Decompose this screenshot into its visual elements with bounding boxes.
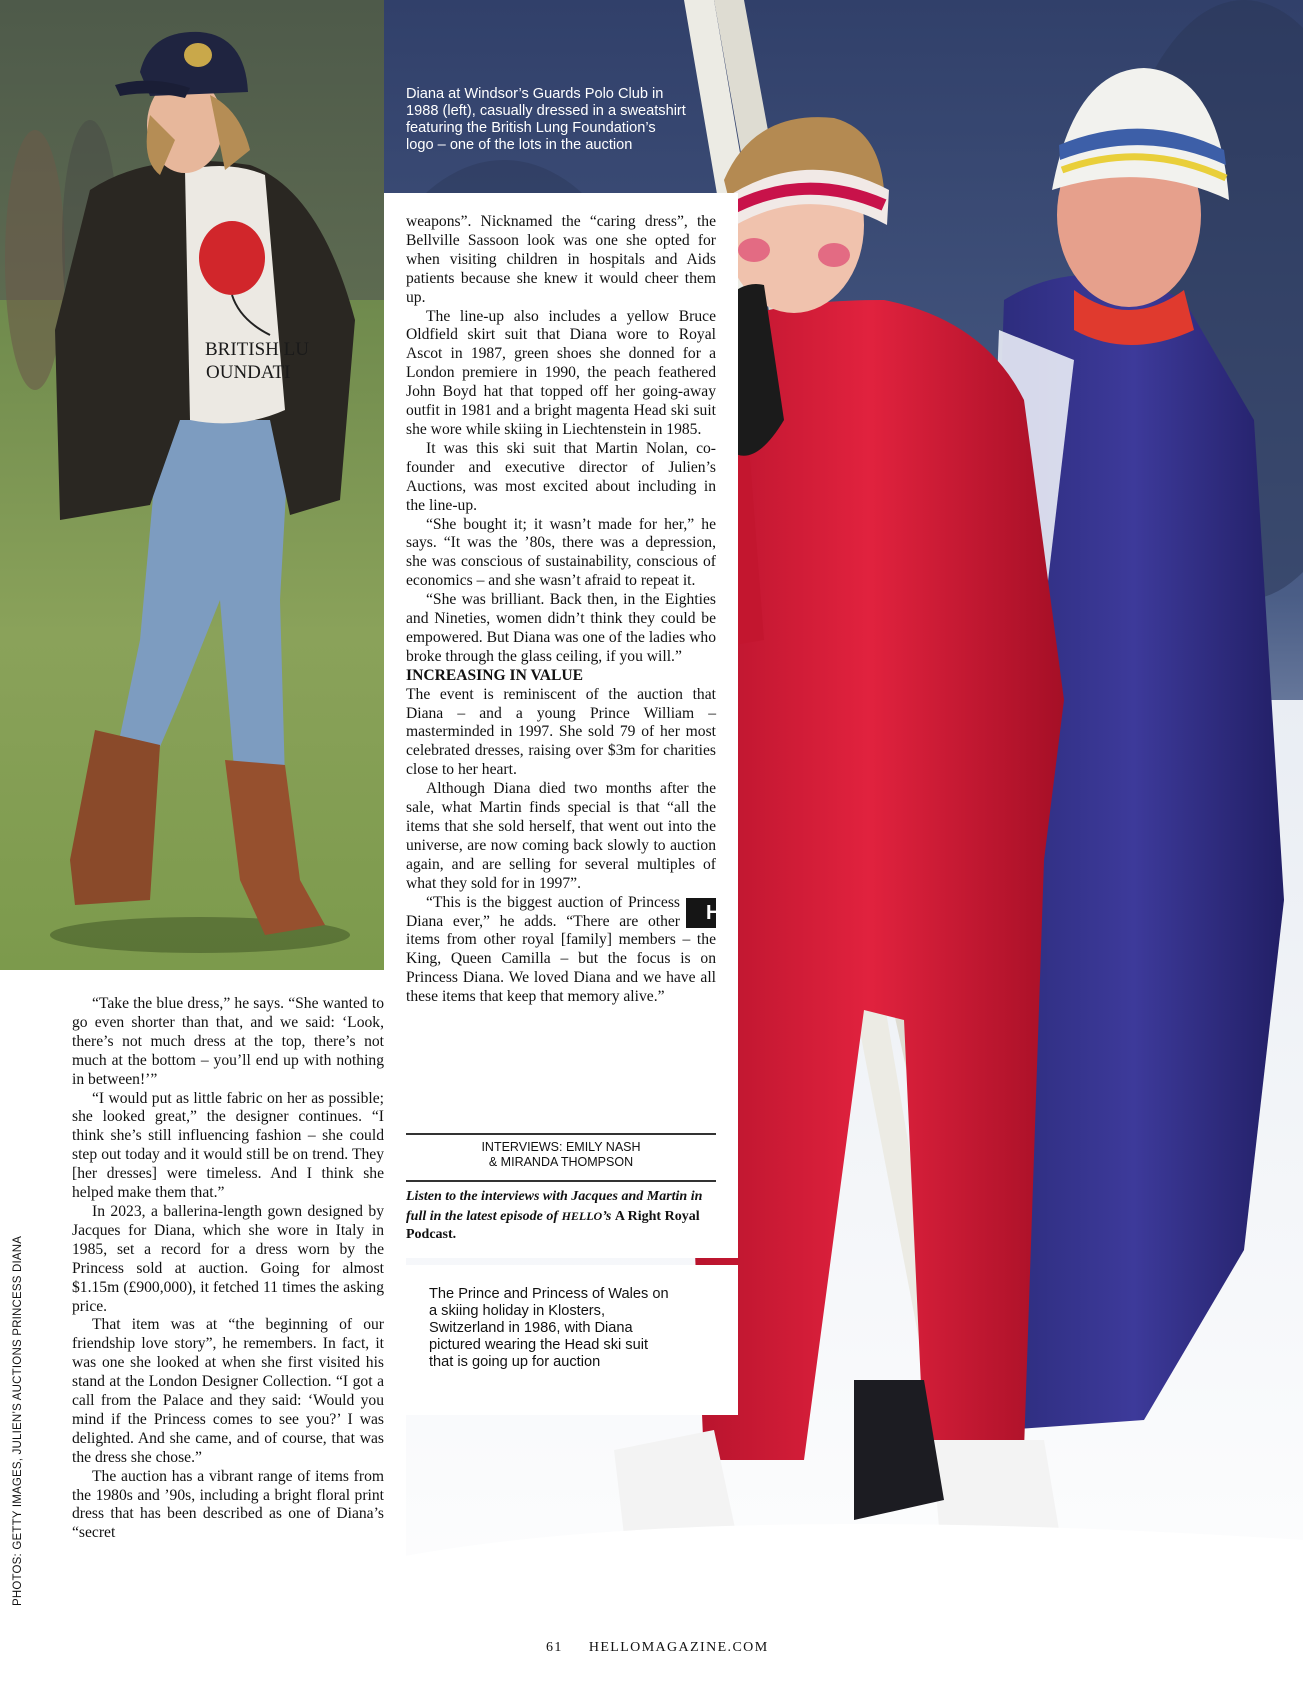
page-footer (546, 1640, 769, 1656)
paragraph: “I would put as little fabric on her as possible; she looked great,” the designer continues. “I think she’s still influencing fashion – she could step out today and it would still be on trend. They [her dresses] were timeless. And I think she helped make them that.” (72, 1089, 384, 1202)
podcast-promo (406, 1188, 716, 1245)
paragraph-text: “This is the biggest auction of Princess Diana ever,” he adds. “There are other items from other royal [family] members – the King, Queen Camilla – but the focus is on Princess Diana. We loved Diana and we have all these items that keep that memory alive.” (406, 893, 716, 1006)
ski-photo-caption: The Prince and Princess of Wales on a skiing holiday in Klosters, Switzerland in 1986, with Diana pictured wearing the Head ski suit that is going up for auction (429, 1286, 669, 1370)
paragraph: The auction has a vibrant range of items from the 1980s and ’90s, including a bright floral print dress that has been described as one of Diana’s “secret (72, 1467, 384, 1542)
sweatshirt-logo-line-2: OUNDATI (206, 362, 291, 383)
article-panel-left (52, 975, 406, 1607)
polo-photo (0, 0, 384, 970)
polo-photo-illustration (0, 0, 384, 970)
photo-credit: PHOTOS: GETTY IMAGES, JULIEN’S AUCTIONS PRINCESS DIANA (12, 1235, 24, 1606)
section-subheading: INCREASING IN VALUE (406, 666, 584, 684)
paragraph: “She was brilliant. Back then, in the Eighties and Nineties, women didn’t think they could be empowered. But Diana was one of the ladies who broke through the glass ceiling, if you will.” (406, 591, 716, 665)
paragraph: The line-up also includes a yellow Bruce Oldfield skirt suit that Diana wore to Royal Ascot in 1987, green shoes she donned for a London premiere in 1990, the peach feathered John Boyd hat that topped off her going-away outfit in 1981 and a bright magenta Head ski suit she wore while skiing in Liechtenstein in 1985. (406, 307, 716, 438)
polo-photo-caption: Diana at Windsor’s Guards Polo Club in 1988 (left), casually dressed in a sweatshirt featuring the British Lung Foundation’s logo – one of the lots in the auction (406, 86, 686, 153)
page-number: 61 (546, 1640, 563, 1655)
divider (406, 1180, 716, 1182)
hello-brand: HELLO (561, 1208, 603, 1223)
article-column-left (72, 995, 384, 1543)
paragraph: Although Diana died two months after the sale, what Martin finds special is that “all the items that she sold herself, that went out into the universe, are now coming back slowly to auction again, and are selling for several multiples of what they sold for in 1997”. (406, 780, 716, 892)
paragraph: weapons”. Nicknamed the “caring dress”, the Bellville Sassoon look was one she opted for when visiting children in hospitals and Aids patients because she knew it would cheer them up. (406, 213, 716, 306)
article-panel-middle (384, 193, 738, 1258)
paragraph: In 2023, a ballerina-length gown designed by Jacques for Diana, which she wore in Italy in 1985, set a record for a dress worn by the Princess sold at auction. Going for almost $1.15m (£900,000), it fetched 11 times the asking price. (72, 1202, 384, 1315)
paragraph: “Take the blue dress,” he says. “She wanted to go even shorter than that, and we said: ‘Look, there’s not much dress at the top, there’s not much at the bottom – you’ll end up with nothing in between!’” (72, 995, 384, 1088)
podcast-promo-possessive: ’s (602, 1208, 615, 1224)
hello-end-mark-icon: H (686, 898, 716, 928)
paragraph: The event is reminiscent of the auction that Diana – and a young Prince William – masterminded in 1997. She sold 79 of her most celebrated dresses, raising over $3m for charities close to her heart. (406, 685, 716, 779)
paragraph (406, 893, 721, 1007)
interview-credit-line-2: & MIRANDA THOMPSON (488, 1155, 634, 1169)
divider (406, 1133, 716, 1135)
podcast-promo-text: Listen to the interviews with Jacques and Martin in full in the latest episode of (406, 1189, 703, 1224)
paragraph: That item was at “the beginning of our friendship love story”, he remembers. In fact, it was one she looked at when she first visited his stand at the London Designer Collection. “I got a call from the Palace and they said: ‘Would you mind if the Princess comes to see you?’ I was delighted. And she came, and of course, that was the dress she chose.” (72, 1316, 384, 1466)
interview-credit-line-1: INTERVIEWS: EMILY NASH (481, 1140, 641, 1154)
interview-credit (406, 1140, 716, 1170)
paragraph: It was this ski suit that Martin Nolan, co-founder and executive director of Julien’s Auctions, was most excited about including in the line-up. (406, 439, 716, 514)
sweatshirt-logo-line-1: BRITISH LU (205, 339, 309, 360)
podcast-name: A Right Royal Podcast. (406, 1208, 700, 1242)
article-column-middle (406, 213, 721, 1007)
paragraph: “She bought it; it wasn’t made for her,” he says. “It was the ’80s, there was a depression, she was conscious of sustainability, conscious of economics – and she wasn’t afraid to repeat it. (406, 515, 716, 590)
site-url: HELLOMAGAZINE.COM (588, 1640, 769, 1655)
